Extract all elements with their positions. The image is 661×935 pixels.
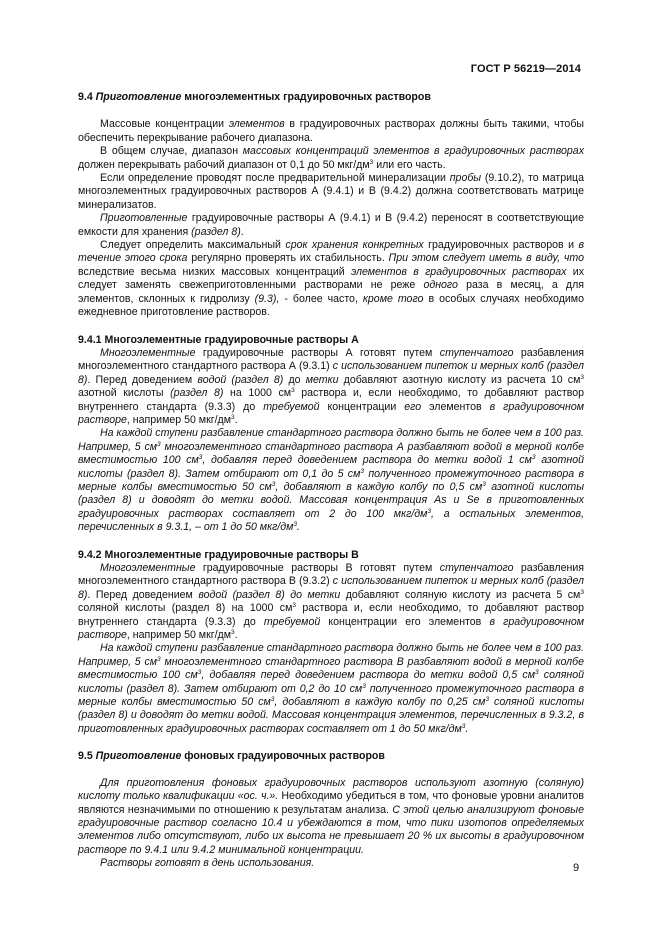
paragraph-italic: На каждой ступени разбавление стандартного раствора должно быть не более чем в 100 раз. Например, 5 $см^3$ многоэлементного стандартного раствора В разбавляют водой в мерной колбе вместимостью 100 $см^3$, добавляя перед доведением раствора до метки водой 0,5 $см^3$ соляной кислоты (раздел 8). Затем отбирают от 0,2 до 10 $см^3$ полученного промежуточного раствора в мерные колбы вместимостью 50 $см^3$, добавляют в каждую колбу по 0,25 $см^3$ соляной кислоты (раздел 8) и доводят до метки водой. Массовая концентрация элементов, перечисленных в 9.3.2, в приготовленных градуировочных растворах составляет от 1 до 50 мкг/$дм^3$. (78, 642, 584, 735)
paragraph: Для приготовления фоновых градуировочных растворов используют азотную (соляную) кислоту только квалификации «ос. ч.». Необходимо убедиться в том, что фоновые уровни аналитов являются незначимыми по отношению к результатам анализа. С этой целью анализируют фоновые градуировочные раствор согласно 10.4 и убеждаются в том, что пики изотопов определяемых элементов либо отсутствуют, либо их высота не превышает 20 % их высоты в градуировочном растворе по 9.4.1 или 9.4.2 минимальной концентрации. (78, 776, 584, 856)
paragraph: Многоэлементные градуировочные растворы В готовят путем ступенчатого разбавления многоэлементного стандартного раствора В (9.3.2) с использованием пипеток и мерных колб (раздел 8). Перед доведением водой (раздел 8) до метки добавляют соляную кислоту из расчета 5 $см^3$ соляной кислоты (раздел 8) на 1000 $см^3$ раствора и, если необходимо, то добавляют раствор внутреннего стандарта (9.3.3) до требуемой концентрации его элементов в градуировочном растворе, например 50 мкг/$дм^3$. (78, 562, 585, 642)
section-heading-9-4-2: 9.4.2 Многоэлементные градуировочные растворы В (78, 548, 359, 561)
document-body (78, 85, 584, 871)
page-number: 9 (573, 862, 580, 874)
paragraph: Многоэлементные градуировочные растворы А готовят путем ступенчатого разбавления многоэлементного стандартного раствора А (9.3.1) с использованием пипеток и мерных колб (раздел 8). Перед доведением водой (раздел 8) до метки добавляют азотную кислоту из расчета 10 $см^3$ азотной кислоты (раздел 8) на 1000 $см^3$ раствора и, если необходимо, то добавляют раствор внутреннего стандарта (9.3.3) до требуемой концентрации его элементов в градуировочном растворе, например 50 мкг/$дм^3$. (78, 346, 585, 426)
section-heading-9-5: 9.5 Приготовление фоновых градуировочных растворов (78, 750, 385, 763)
paragraph: Если определение проводят после предварительной минерализации пробы (9.10.2), то матрица многоэлементных градуировочных растворов А (9.4.1) и В (9.4.2) должна соответствовать матрице минерализатов. (78, 172, 584, 211)
standard-code-header: ГОСТ Р 56219—2014 (470, 63, 581, 75)
paragraph: Массовые концентрации элементов в градуировочных растворах должны быть такими, чтобы обеспечить перекрывание рабочего диапазона. (78, 118, 585, 144)
paragraph-italic: На каждой ступени разбавление стандартного раствора должно быть не более чем в 100 раз. Например, 5 $см^3$ многоэлементного стандартного раствора А разбавляют водой в мерной колбе вместимостью 100 $см^3$, добавляя перед доведением раствора до метки водой 1 $см^3$ азотной кислоты (раздел 8). Затем отбирают от 0,1 до 5 $см^3$ полученного промежуточного раствора в мерные колбы вместимостью 50 $см^3$, добавляют в каждую колбу по 0,5 $см^3$ азотной кислоты (раздел 8) и доводят до метки водой. Массовая концентрация As и Se в приготовленных градуировочных растворах составляет от 2 до 100 мкг/$дм^3$, а остальных элементов, перечисленных в 9.3.1, – от 1 до 50 мкг/$дм^3$. (78, 427, 585, 534)
paragraph-italic: Растворы готовят в день использования. (100, 857, 315, 870)
section-heading-9-4: 9.4 Приготовление многоэлементных градуировочных растворов (78, 91, 431, 103)
paragraph: Следует определить максимальный срок хранения конкретных градуировочных растворов и в течение этого срока регулярно проверять их стабильность. При этом следует иметь в виду, что вследствие весьма низких массовых концентраций элементов в градуировочных растворах их следует заменять свежеприготовленными растворами не реже одного раза в месяц, а для элементов, склонных к гидролизу (9.3), - более часто, кроме того в особых случаях необходимо ежедневное приготовление растворов. (78, 239, 584, 319)
paragraph: В общем случае, диапазон массовых концентраций элементов в градуировочных растворах должен перекрывать рабочий диапазон от 0,1 до 50 мкг/$дм^3$ или его часть. (78, 145, 584, 171)
section-heading-9-4-1: 9.4.1 Многоэлементные градуировочные растворы А (78, 333, 359, 346)
paragraph: Приготовленные градуировочные растворы А (9.4.1) и В (9.4.2) переносят в соответствующие емкости для хранения (раздел 8). (78, 212, 584, 238)
